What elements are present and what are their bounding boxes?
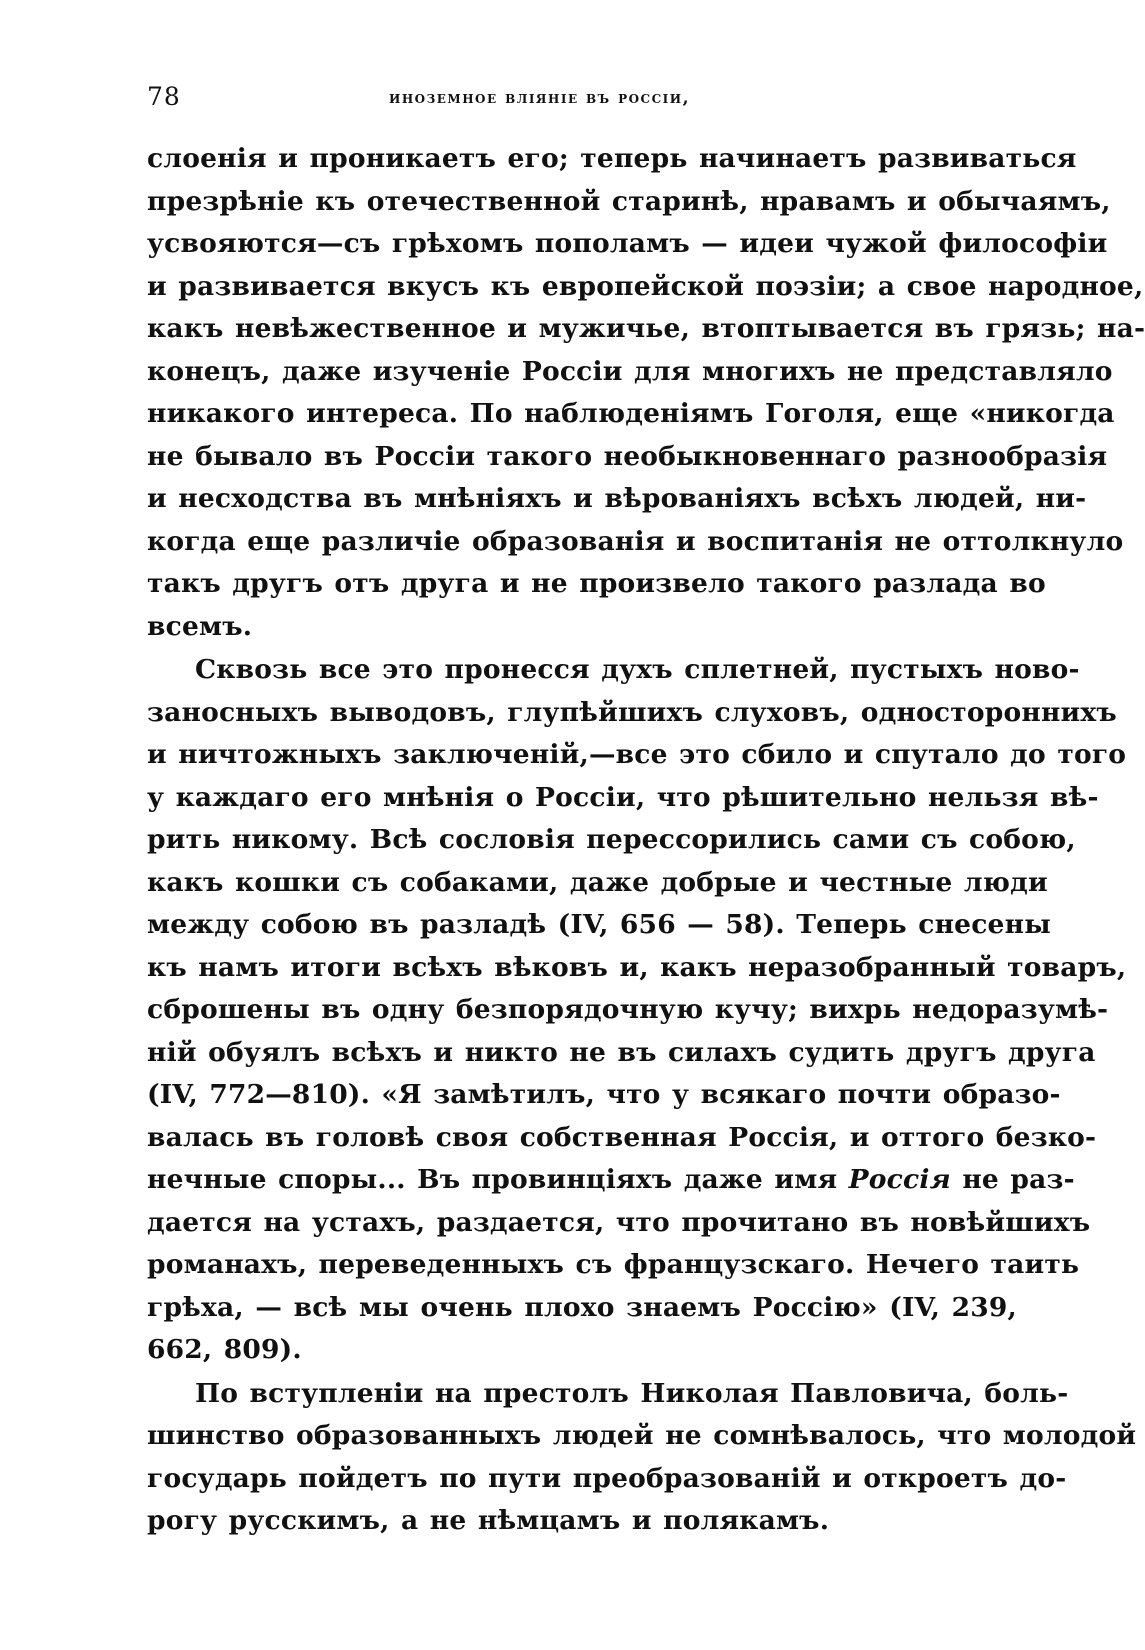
- text-line: такъ другъ отъ друга и не произвело такого разлада во: [147, 568, 1046, 599]
- running-header: [147, 82, 1017, 118]
- text-line: не бывало въ Россіи такого необыкновеннаго разнообразія: [147, 440, 1108, 472]
- text-line: когда еще различіе образованія и воспитанія не оттолкнуло: [147, 525, 1124, 557]
- text-line: конецъ, даже изученіе Россіи для многихъ не представляло: [147, 355, 1113, 387]
- text-line: всемъ.: [147, 610, 253, 642]
- text-line: государь пойдетъ по пути преобразованій и откроетъ до-: [147, 1462, 1067, 1494]
- text-line: 662, 809).: [147, 1334, 302, 1365]
- text-line: какъ кошки съ собаками, даже добрые и честные люди: [147, 866, 1048, 898]
- paragraph-1: [147, 138, 1145, 648]
- text-line-with-italic: [147, 1159, 1075, 1202]
- text-line: заносныхъ выводовъ, глупѣйшихъ слуховъ, одностороннихъ: [147, 696, 1117, 728]
- text-line: презрѣніе къ отечественной старинѣ, нравамъ и обычаямъ,: [147, 185, 1111, 217]
- text-line: сброшены въ одну безпорядочную кучу; вихрь недоразумѣ-: [147, 994, 1109, 1025]
- text-line: какъ невѣжественное и мужичье, втоптывается въ грязь; на-: [147, 313, 1145, 344]
- text-line: и развивается вкусъ къ европейской поэзіи; а свое народное,: [147, 270, 1144, 302]
- page-number: 78: [147, 82, 181, 111]
- text-line: рогу русскимъ, а не нѣмцамъ и полякамъ.: [147, 1505, 830, 1536]
- text-line: шинство образованныхъ людей не сомнѣвалось, что молодой: [147, 1420, 1137, 1451]
- text-line: валась въ головѣ своя собственная Россія, и оттого безко-: [147, 1121, 1097, 1153]
- text-line: у каждаго его мнѣнія о Россіи, что рѣшительно нельзя вѣ-: [147, 781, 1099, 813]
- text-line: между собою въ разладѣ (IV, 656 — 58). Теперь снесены: [147, 909, 1051, 940]
- paragraph-3: [147, 1373, 1137, 1543]
- body-text: [147, 138, 1145, 1544]
- text-line: (IV, 772—810). «Я замѣтилъ, что у всякаго почти образо-: [147, 1079, 1061, 1110]
- book-page: [147, 0, 1145, 1650]
- text-segment: не раз-: [950, 1164, 1075, 1195]
- text-line: рить никому. Всѣ сословія перессорились сами съ собою,: [147, 824, 1076, 855]
- text-segment: нечные споры... Въ провинціяхъ даже имя: [147, 1164, 849, 1195]
- text-line: слоенія и проникаетъ его; теперь начинаетъ развиваться: [147, 143, 1077, 174]
- text-line: дается на устахъ, раздается, что прочитано въ новѣйшихъ: [147, 1206, 1091, 1238]
- italic-word: Россія: [848, 1164, 951, 1195]
- text-line: грѣха, — всѣ мы очень плохо знаемъ Россію» (IV, 239,: [147, 1291, 1017, 1323]
- text-line: усвояются—съ грѣхомъ пополамъ — идеи чужой философіи: [147, 228, 1108, 259]
- text-line: романахъ, переведенныхъ съ французскаго. Нечего таить: [147, 1249, 1080, 1280]
- text-line: По вступленіи на престолъ Николая Павловича, боль-: [195, 1377, 1069, 1409]
- text-line: Сквозь все это пронесся духъ сплетней, пустыхъ ново-: [195, 654, 1080, 685]
- text-line: и несходства въ мнѣніяхъ и вѣрованіяхъ всѣхъ людей, ни-: [147, 483, 1087, 514]
- text-line: къ намъ итоги всѣхъ вѣковъ и, какъ неразобранный товаръ,: [147, 951, 1127, 983]
- text-line: ній обуялъ всѣхъ и никто не въ силахъ судить другъ друга: [147, 1036, 1096, 1068]
- running-title: иноземное вліяніе въ россіи,: [389, 88, 691, 108]
- text-line: и ничтожныхъ заключеній,—все это сбило и спутало до того: [147, 739, 1127, 770]
- paragraph-2: [147, 649, 1127, 1372]
- text-line: никакого интереса. По наблюденіямъ Гоголя, еще «никогда: [147, 398, 1115, 429]
